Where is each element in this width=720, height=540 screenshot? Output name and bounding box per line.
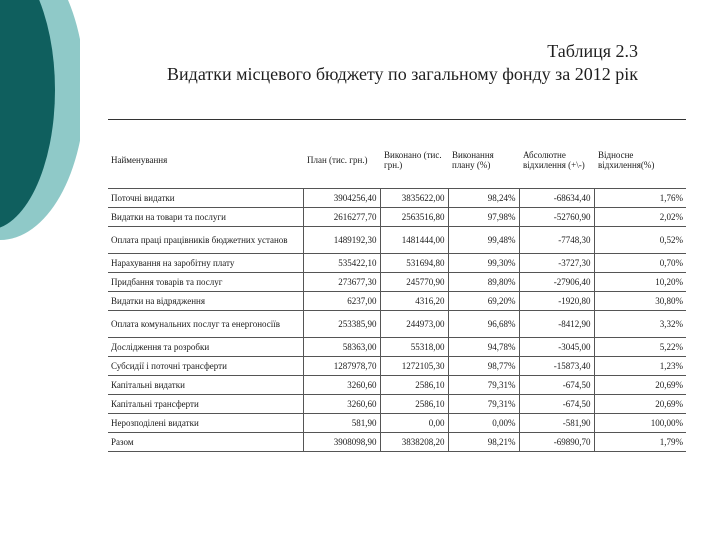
cell-abs-deviation: -27906,40 bbox=[519, 273, 594, 292]
cell-execution: 89,80% bbox=[448, 273, 519, 292]
cell-actual: 2563516,80 bbox=[380, 208, 448, 227]
cell-rel-deviation: 2,02% bbox=[594, 208, 686, 227]
table-header-row bbox=[108, 132, 686, 189]
cell-name: Капітальні трансферти bbox=[108, 395, 303, 414]
cell-abs-deviation: -68634,40 bbox=[519, 189, 594, 208]
table-row bbox=[108, 227, 686, 254]
table-row bbox=[108, 414, 686, 433]
cell-plan: 6237,00 bbox=[303, 292, 380, 311]
header-plan: План (тис. грн.) bbox=[307, 155, 368, 165]
table-row bbox=[108, 376, 686, 395]
cell-execution: 0,00% bbox=[448, 414, 519, 433]
header-rel-deviation: Відносне відхилення(%) bbox=[598, 150, 655, 170]
cell-rel-deviation: 3,32% bbox=[594, 311, 686, 338]
cell-execution: 99,48% bbox=[448, 227, 519, 254]
cell-plan: 253385,90 bbox=[303, 311, 380, 338]
table-row bbox=[108, 357, 686, 376]
cell-plan: 1489192,30 bbox=[303, 227, 380, 254]
cell-plan: 1287978,70 bbox=[303, 357, 380, 376]
cell-abs-deviation: -3727,30 bbox=[519, 254, 594, 273]
cell-actual: 244973,00 bbox=[380, 311, 448, 338]
cell-name: Разом bbox=[108, 433, 303, 452]
cell-abs-deviation: -69890,70 bbox=[519, 433, 594, 452]
cell-name: Видатки на товари та послуги bbox=[108, 208, 303, 227]
cell-execution: 98,77% bbox=[448, 357, 519, 376]
cell-name: Придбання товарів та послуг bbox=[108, 273, 303, 292]
cell-actual: 3835622,00 bbox=[380, 189, 448, 208]
cell-rel-deviation: 100,00% bbox=[594, 414, 686, 433]
table-row bbox=[108, 338, 686, 357]
cell-actual: 0,00 bbox=[380, 414, 448, 433]
table-row bbox=[108, 311, 686, 338]
table-row bbox=[108, 208, 686, 227]
cell-actual: 2586,10 bbox=[380, 376, 448, 395]
cell-actual: 1481444,00 bbox=[380, 227, 448, 254]
table-row bbox=[108, 189, 686, 208]
cell-rel-deviation: 1,23% bbox=[594, 357, 686, 376]
cell-name: Субсидії і поточні трансферти bbox=[108, 357, 303, 376]
cell-plan: 3904256,40 bbox=[303, 189, 380, 208]
cell-rel-deviation: 20,69% bbox=[594, 376, 686, 395]
cell-execution: 98,24% bbox=[448, 189, 519, 208]
header-execution: Виконання плану (%) bbox=[452, 150, 494, 170]
cell-actual: 3838208,20 bbox=[380, 433, 448, 452]
cell-actual: 2586,10 bbox=[380, 395, 448, 414]
header-name: Найменування bbox=[111, 155, 168, 165]
cell-rel-deviation: 1,76% bbox=[594, 189, 686, 208]
cell-name: Оплата праці працівників бюджетних установ bbox=[108, 227, 303, 254]
cell-plan: 58363,00 bbox=[303, 338, 380, 357]
header-actual: Виконано (тис. грн.) bbox=[384, 150, 442, 170]
cell-abs-deviation: -3045,00 bbox=[519, 338, 594, 357]
cell-abs-deviation: -581,90 bbox=[519, 414, 594, 433]
cell-rel-deviation: 20,69% bbox=[594, 395, 686, 414]
cell-abs-deviation: -52760,90 bbox=[519, 208, 594, 227]
cell-abs-deviation: -7748,30 bbox=[519, 227, 594, 254]
cell-name: Капітальні видатки bbox=[108, 376, 303, 395]
cell-plan: 3260,60 bbox=[303, 376, 380, 395]
cell-execution: 69,20% bbox=[448, 292, 519, 311]
cell-abs-deviation: -8412,90 bbox=[519, 311, 594, 338]
cell-name: Видатки на відрядження bbox=[108, 292, 303, 311]
cell-execution: 99,30% bbox=[448, 254, 519, 273]
cell-abs-deviation: -1920,80 bbox=[519, 292, 594, 311]
cell-plan: 535422,10 bbox=[303, 254, 380, 273]
cell-plan: 3260,60 bbox=[303, 395, 380, 414]
cell-execution: 97,98% bbox=[448, 208, 519, 227]
cell-execution: 79,31% bbox=[448, 395, 519, 414]
cell-actual: 531694,80 bbox=[380, 254, 448, 273]
cell-name: Оплата комунальних послуг та енергоносіїв bbox=[108, 311, 303, 338]
header-abs-deviation: Абсолютне відхилення (+\-) bbox=[523, 150, 585, 170]
cell-actual: 245770,90 bbox=[380, 273, 448, 292]
cell-execution: 79,31% bbox=[448, 376, 519, 395]
cell-execution: 98,21% bbox=[448, 433, 519, 452]
cell-actual: 55318,00 bbox=[380, 338, 448, 357]
cell-plan: 273677,30 bbox=[303, 273, 380, 292]
cell-abs-deviation: -15873,40 bbox=[519, 357, 594, 376]
cell-plan: 2616277,70 bbox=[303, 208, 380, 227]
table-caption: Таблиця 2.3 bbox=[547, 41, 638, 61]
table-row-total bbox=[108, 433, 686, 452]
table-title bbox=[167, 40, 638, 86]
cell-abs-deviation: -674,50 bbox=[519, 395, 594, 414]
cell-plan: 3908098,90 bbox=[303, 433, 380, 452]
table-row bbox=[108, 254, 686, 273]
cell-rel-deviation: 30,80% bbox=[594, 292, 686, 311]
table-row bbox=[108, 292, 686, 311]
expenditure-table bbox=[108, 132, 686, 452]
cell-rel-deviation: 5,22% bbox=[594, 338, 686, 357]
cell-execution: 94,78% bbox=[448, 338, 519, 357]
cell-name: Поточні видатки bbox=[108, 189, 303, 208]
decorative-circles bbox=[0, 0, 80, 300]
cell-rel-deviation: 0,70% bbox=[594, 254, 686, 273]
cell-execution: 96,68% bbox=[448, 311, 519, 338]
table-heading: Видатки місцевого бюджету по загальному фонду за 2012 рік bbox=[167, 64, 638, 84]
cell-rel-deviation: 10,20% bbox=[594, 273, 686, 292]
cell-plan: 581,90 bbox=[303, 414, 380, 433]
cell-name: Нерозподілені видатки bbox=[108, 414, 303, 433]
cell-name: Дослідження та розробки bbox=[108, 338, 303, 357]
table-top-rule bbox=[108, 119, 686, 120]
cell-rel-deviation: 1,79% bbox=[594, 433, 686, 452]
cell-abs-deviation: -674,50 bbox=[519, 376, 594, 395]
cell-actual: 1272105,30 bbox=[380, 357, 448, 376]
cell-actual: 4316,20 bbox=[380, 292, 448, 311]
cell-name: Нарахування на заробітну плату bbox=[108, 254, 303, 273]
table-row bbox=[108, 395, 686, 414]
cell-rel-deviation: 0,52% bbox=[594, 227, 686, 254]
table-row bbox=[108, 273, 686, 292]
